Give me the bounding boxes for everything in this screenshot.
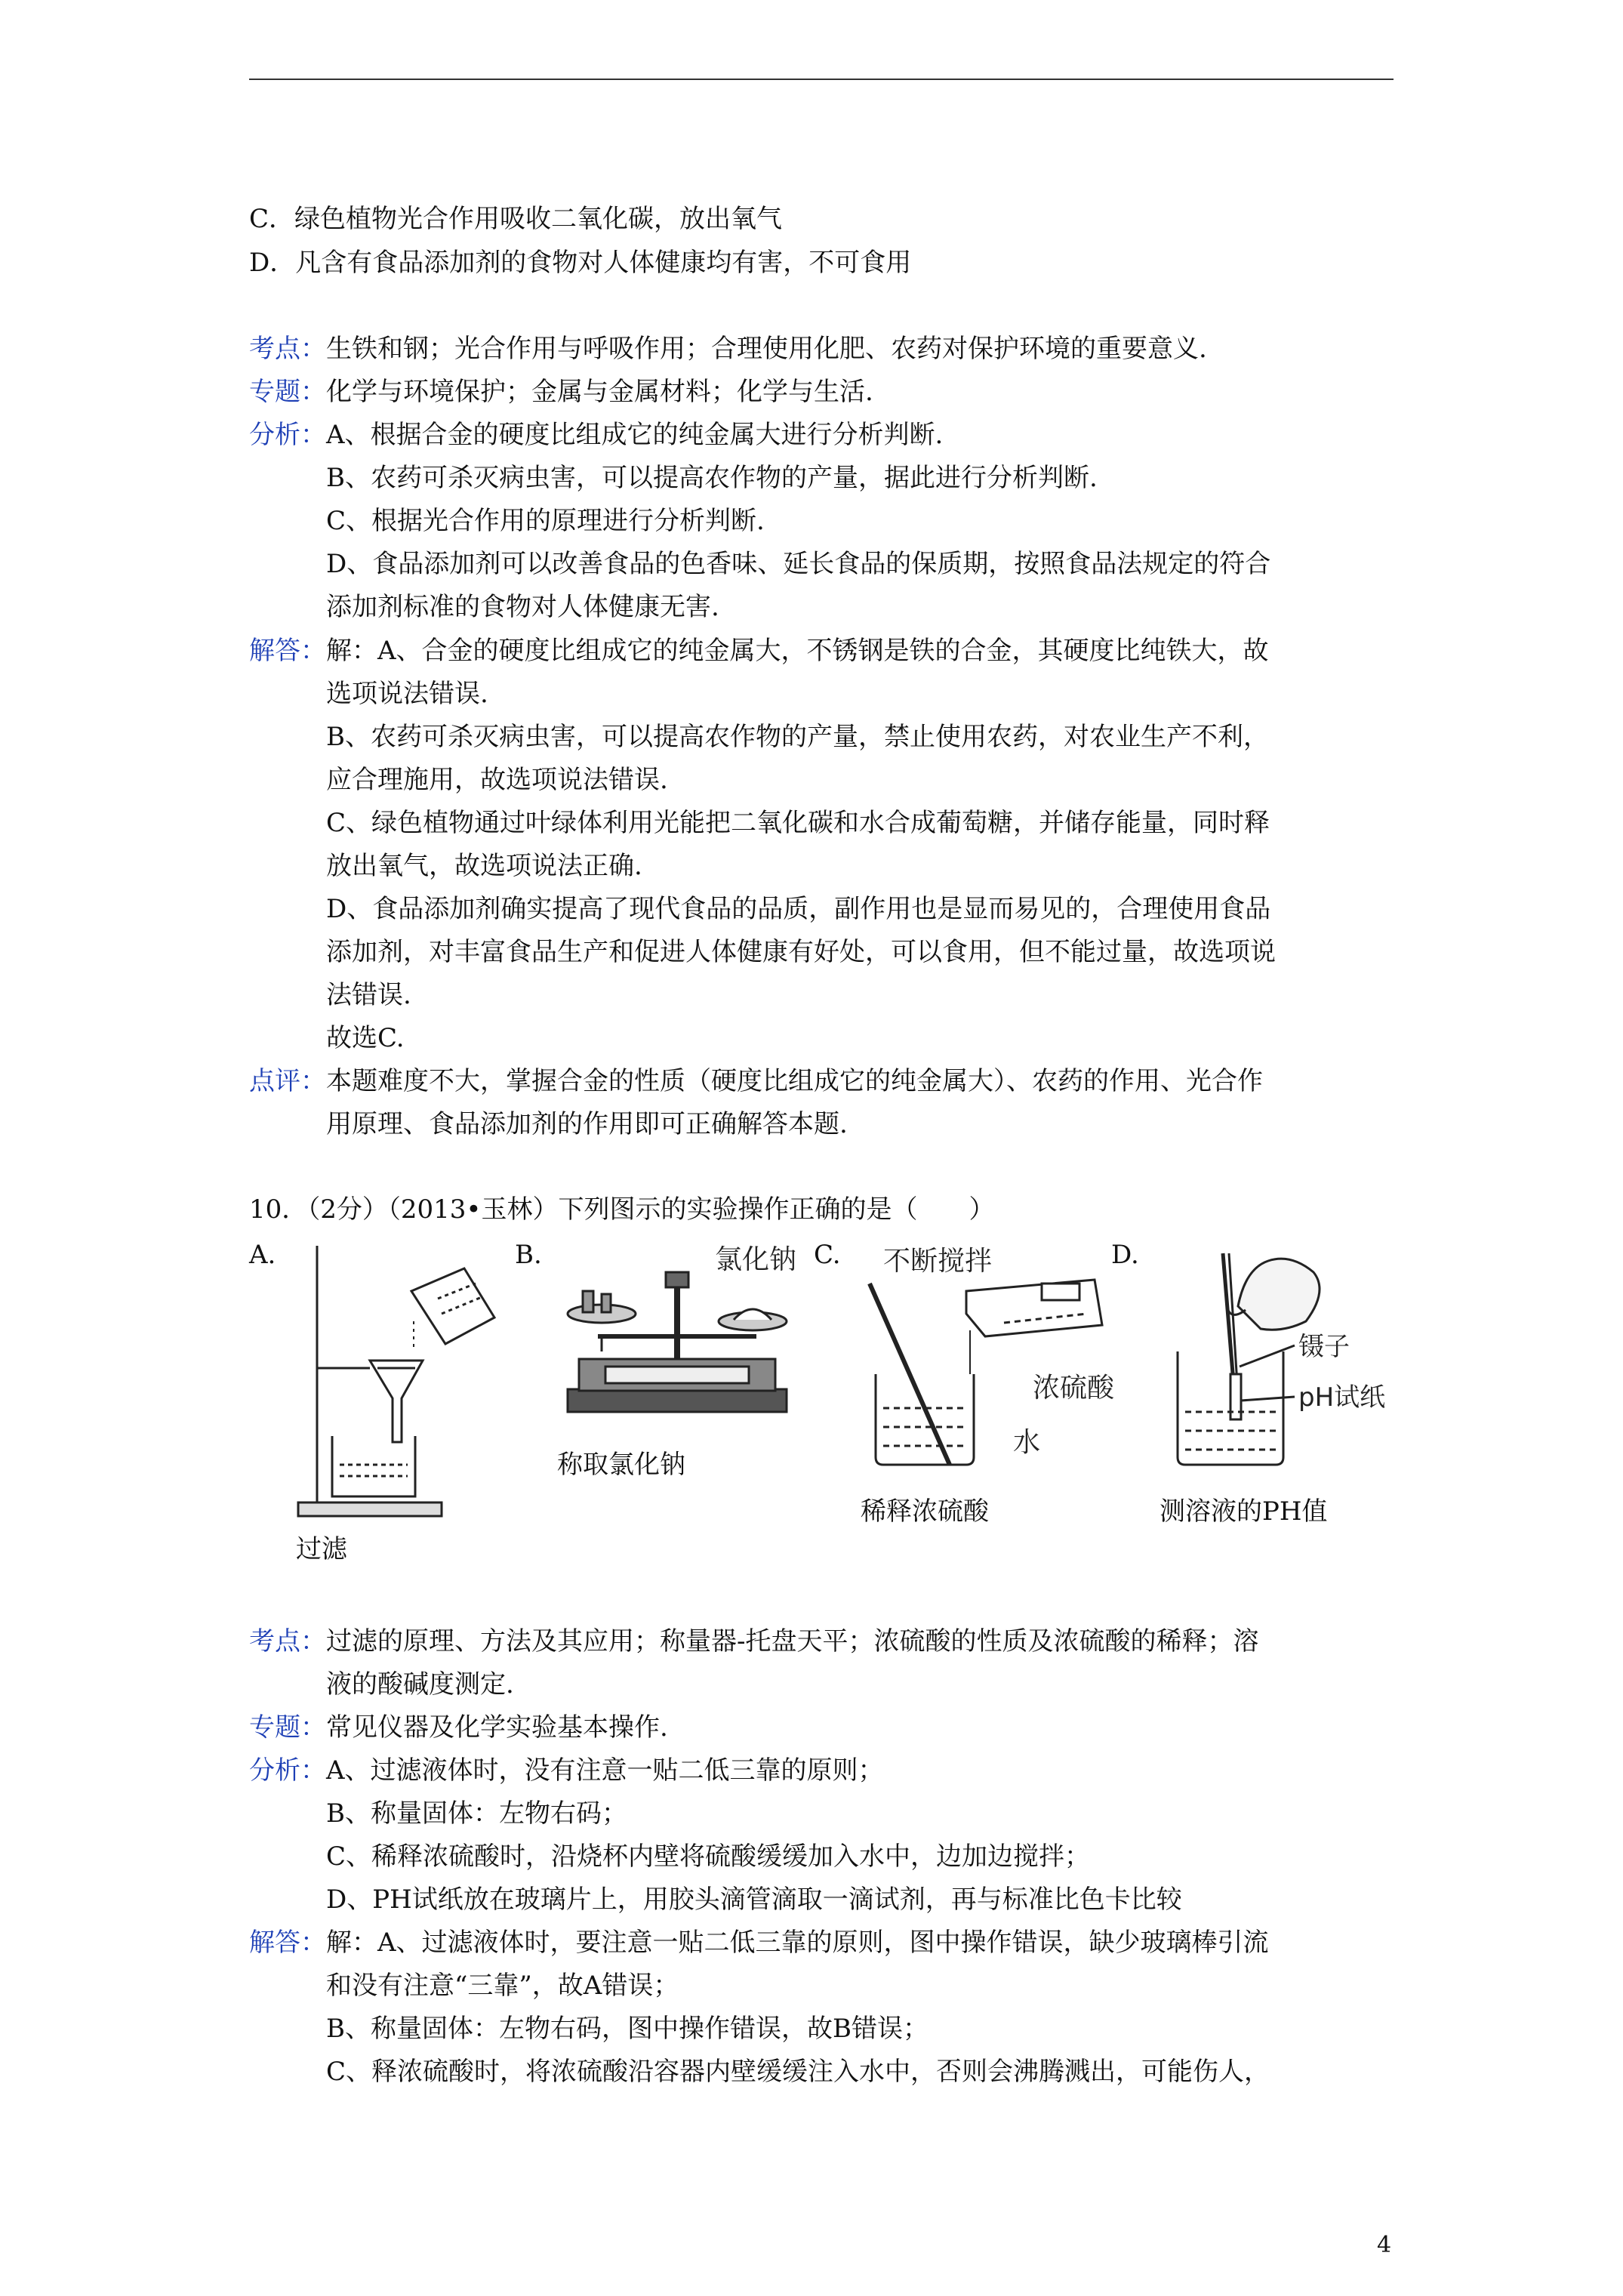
- q9-jieda-5: 放出氧气，故选项说法正确.: [326, 851, 642, 881]
- q10-kaodian: 考点：过滤的原理、方法及其应用；称量器-托盘天平；浓硫酸的性质及浓硫酸的稀释；溶: [249, 1626, 1259, 1657]
- option-c-line: C．绿色植物光合作用吸收二氧化碳，放出氧气: [249, 204, 783, 234]
- q9-jieda-2: B、农药可杀灭病虫害，可以提高农作物的产量，禁止使用农药，对农业生产不利，: [326, 722, 1269, 752]
- caption-ph: 测溶液的PH值: [1160, 1496, 1328, 1527]
- label-ph-paper: pH试纸: [1298, 1382, 1386, 1413]
- q9-fenxi-c: C、根据光合作用的原理进行分析判断.: [326, 506, 765, 536]
- q9-jieda-3: 应合理施用，故选项说法错误.: [326, 765, 668, 795]
- q9-fenxi: 分析：A、根据合金的硬度比组成它的纯金属大进行分析判断.: [249, 420, 944, 450]
- caption-dilution: 稀释浓硫酸: [861, 1496, 989, 1527]
- option-c-letter: C.: [814, 1240, 841, 1270]
- q9-jieda: 解答：解：A、合金的硬度比组成它的纯金属大，不锈钢是铁的合金，其硬度比纯铁大，故: [249, 636, 1269, 666]
- ph-test-figure: [1155, 1238, 1404, 1480]
- caption-filtration: 过滤: [296, 1534, 347, 1564]
- q9-fenxi-b: B、农药可杀灭病虫害，可以提高农作物的产量，据此进行分析判断.: [326, 463, 1098, 493]
- q9-fenxi-d: D、食品添加剂可以改善食品的色香味、延长食品的保质期，按照食品法规定的符合: [326, 549, 1271, 579]
- q9-jieda-4: C、绿色植物通过叶绿体利用光能把二氧化碳和水合成葡萄糖，并储存能量，同时释: [326, 808, 1270, 838]
- option-d-line: D．凡含有食品添加剂的食物对人体健康均有害，不可食用: [249, 248, 912, 278]
- q9-kaodian: 考点：生铁和钢；光合作用与呼吸作用；合理使用化肥、农药对保护环境的重要意义.: [249, 334, 1207, 364]
- option-a-letter: A.: [249, 1240, 276, 1270]
- q10-fenxi: 分析：A、过滤液体时，没有注意一贴二低三靠的原则；: [249, 1755, 884, 1786]
- q10-kaodian-1: 液的酸碱度测定.: [326, 1669, 514, 1700]
- option-b-letter: B.: [515, 1240, 542, 1270]
- q10-fenxi-c: C、稀释浓硫酸时，沿烧杯内壁将硫酸缓缓加入水中，边加边搅拌；: [326, 1841, 1091, 1872]
- q9-dianping-1: 用原理、食品添加剂的作用即可正确解答本题.: [326, 1109, 848, 1139]
- balance-figure: [560, 1238, 809, 1435]
- label-tweezers: 镊子: [1298, 1332, 1350, 1362]
- q10-fenxi-b: B、称量固体：左物右码；: [326, 1798, 627, 1829]
- q10-jieda-1: 和没有注意“三靠”，故A错误；: [326, 1971, 679, 2001]
- q10-jieda: 解答：解：A、过滤液体时，要注意一贴二低三靠的原则，图中操作错误，缺少玻璃棒引流: [249, 1928, 1269, 1958]
- header-rule: [249, 79, 1394, 80]
- label-stir: 不断搅拌: [883, 1246, 993, 1277]
- q10-fenxi-d: D、PH试纸放在玻璃片上，用胶头滴管滴取一滴试剂，再与标准比色卡比较: [326, 1885, 1182, 1915]
- option-d-letter: D.: [1111, 1240, 1139, 1270]
- q10-stem: 10．（2分）（2013•玉林）下列图示的实验操作正确的是（ ）: [249, 1194, 995, 1225]
- page-number: 4: [1377, 2232, 1392, 2258]
- q9-jieda-8: 法错误.: [326, 980, 411, 1010]
- q9-jieda-9: 故选C.: [326, 1023, 405, 1053]
- q10-jieda-2: B、称量固体：左物右码，图中操作错误，故B错误；: [326, 2014, 929, 2044]
- q9-zhuanti: 专题：化学与环境保护；金属与金属材料；化学与生活.: [249, 377, 873, 407]
- q9-dianping: 点评：本题难度不大，掌握合金的性质（硬度比组成它的纯金属大）、农药的作用、光合作: [249, 1066, 1263, 1096]
- q9-fenxi-d2: 添加剂标准的食物对人体健康无害.: [326, 592, 719, 622]
- q10-jieda-3: C、释浓硫酸时，将浓硫酸沿容器内壁缓缓注入水中，否则会沸腾溅出，可能伤人，: [326, 2057, 1270, 2087]
- q9-jieda-6: D、食品添加剂确实提高了现代食品的品质，副作用也是显而易见的，合理使用食品: [326, 894, 1271, 924]
- filtration-figure: [287, 1238, 513, 1525]
- label-salt: 氯化钠: [715, 1244, 797, 1275]
- q10-zhuanti: 专题：常见仪器及化学实验基本操作.: [249, 1712, 668, 1743]
- dilution-figure: [853, 1238, 1125, 1480]
- caption-balance: 称取氯化钠: [557, 1450, 685, 1480]
- label-acid: 浓硫酸: [1033, 1373, 1115, 1404]
- q9-jieda-7: 添加剂，对丰富食品生产和促进人体健康有好处，可以食用，但不能过量，故选项说: [326, 937, 1276, 967]
- label-water: 水: [1013, 1427, 1041, 1458]
- q9-jieda-1: 选项说法错误.: [326, 679, 488, 709]
